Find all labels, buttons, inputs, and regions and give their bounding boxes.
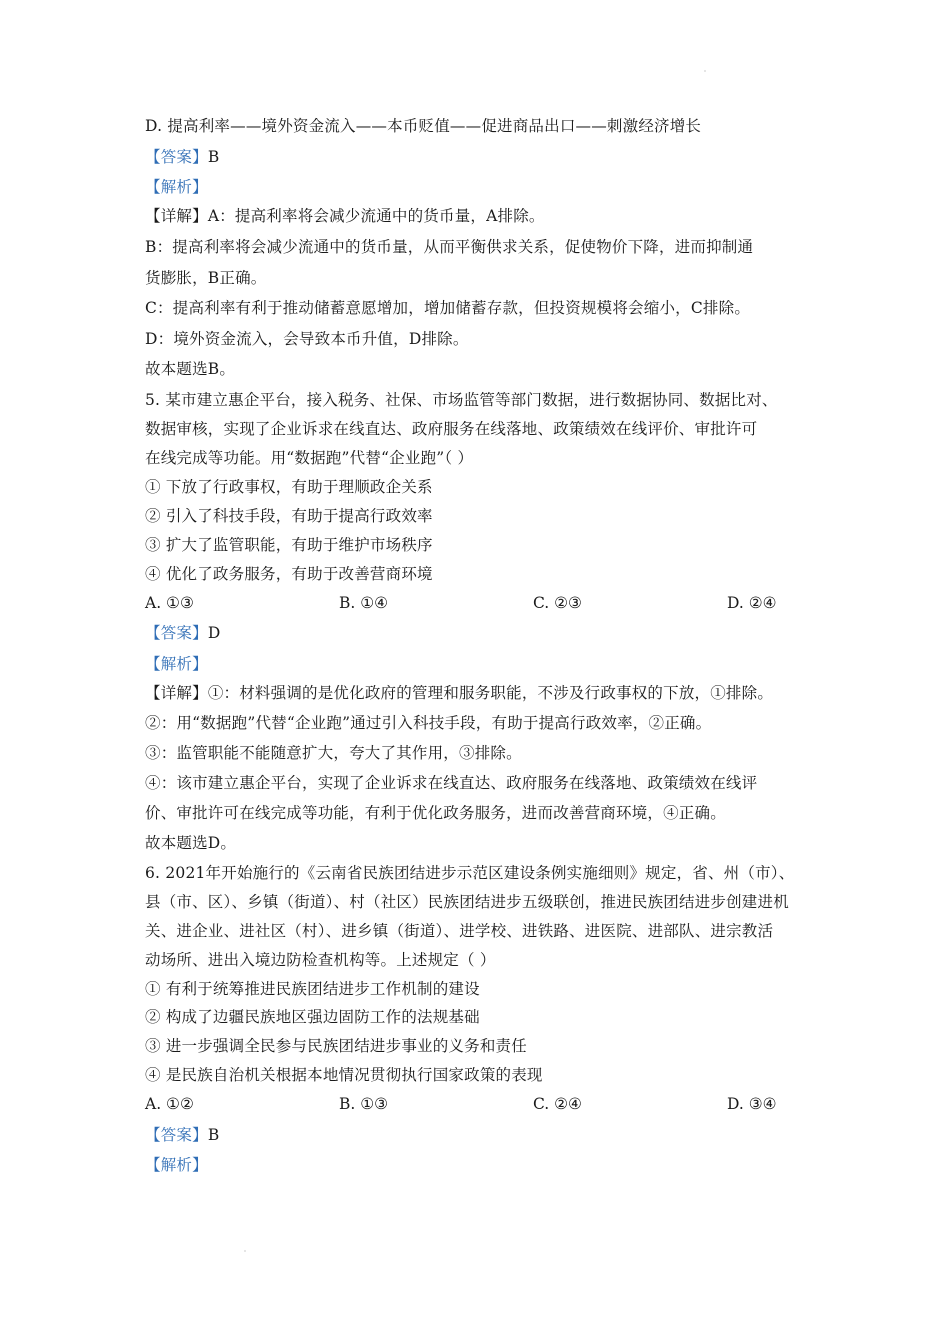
q5-answer [145, 623, 825, 643]
q4-detail-line [145, 206, 825, 226]
q6-answer [145, 1125, 825, 1145]
q6-option-a: A. ①② [145, 1095, 194, 1113]
q5-stem-line: 数据审核，实现了企业诉求在线直达、政府服务在线落地、政策绩效在线评价、审批许可 [145, 420, 758, 438]
q5-detail-line [145, 683, 825, 703]
q5-stem-line: 在线完成等功能。用“数据跑”代替“企业跑”（ ） [145, 449, 474, 467]
q5-analysis-tag [145, 654, 825, 674]
q6-statement: ④ 是民族自治机关根据本地情况贯彻执行国家政策的表现 [145, 1066, 543, 1084]
q6-statement: ① 有利于统筹推进民族团结进步工作机制的建设 [145, 980, 480, 998]
answer-value: D [207, 624, 221, 642]
q5-stem-line: 5. 某市建立惠企平台，接入税务、社保、市场监管等部门数据，进行数据协同、数据比对、 [145, 391, 778, 409]
q4-detail-line: 货膨胀，B正确。 [145, 269, 267, 287]
scan-speck [704, 70, 706, 72]
q6-stem-line: 动场所、进出入境边防检查机构等。上述规定（ ） [145, 951, 496, 969]
analysis-tag: 【解析】 [145, 1156, 208, 1174]
answer-tag: 【答案】 [145, 148, 208, 166]
detail-tag: 【详解】 [145, 684, 208, 702]
q6-analysis-tag [145, 1155, 825, 1175]
answer-value: B [207, 1126, 220, 1144]
q6-option-d: D. ③④ [727, 1095, 777, 1113]
scan-speck [244, 1250, 246, 1252]
q5-option-a: A. ①③ [145, 594, 194, 612]
detail-text: ①：材料强调的是优化政府的管理和服务职能，不涉及行政事权的下放，①排除。 [207, 684, 774, 702]
q6-options [145, 1094, 845, 1114]
analysis-tag: 【解析】 [145, 655, 208, 673]
q4-option-d: D. 提高利率——境外资金流入——本币贬值——促进商品出口——刺激经济增长 [145, 117, 702, 135]
q6-option-b: B. ①③ [339, 1095, 389, 1113]
q5-conclusion: 故本题选D。 [145, 834, 237, 852]
q5-detail-line: ③：监管职能不能随意扩大，夸大了其作用，③排除。 [145, 744, 522, 762]
q4-answer [145, 147, 825, 167]
q4-detail-line: D：境外资金流入，会导致本币升值，D排除。 [145, 330, 469, 348]
answer-tag: 【答案】 [145, 624, 208, 642]
q5-option-c: C. ②③ [533, 594, 582, 612]
q5-option-d: D. ②④ [727, 594, 777, 612]
q6-stem-line: 关、进企业、进社区（村）、进乡镇（街道）、进学校、进铁路、进医院、进部队、进宗教活 [145, 922, 774, 940]
q6-stem-line: 县（市、区）、乡镇（街道）、村（社区）民族团结进步五级联创，推进民族团结进步创建进机 [145, 893, 789, 911]
q5-statement: ② 引入了科技手段，有助于提高行政效率 [145, 507, 433, 525]
q5-statement: ① 下放了行政事权，有助于理顺政企关系 [145, 478, 433, 496]
analysis-tag: 【解析】 [145, 178, 208, 196]
q4-detail-line: C：提高利率有利于推动储蓄意愿增加，增加储蓄存款，但投资规模将会缩小，C排除。 [145, 299, 751, 317]
q6-stem-line: 6. 2021年开始施行的《云南省民族团结进步示范区建设条例实施细则》规定，省、州（市）、 [145, 864, 795, 882]
q4-detail-line: B：提高利率将会减少流通中的货币量，从而平衡供求关系，促使物价下降，进而抑制通 [145, 238, 754, 256]
answer-value: B [207, 148, 220, 166]
q5-detail-line: ④：该市建立惠企平台，实现了企业诉求在线直达、政府服务在线落地、政策绩效在线评 [145, 774, 758, 792]
q6-statement: ② 构成了边疆民族地区强边固防工作的法规基础 [145, 1008, 480, 1026]
q5-statement: ③ 扩大了监管职能，有助于维护市场秩序 [145, 536, 433, 554]
detail-text: A：提高利率将会减少流通中的货币量，A排除。 [207, 207, 545, 225]
q6-option-c: C. ②④ [533, 1095, 582, 1113]
q5-option-b: B. ①④ [339, 594, 389, 612]
q5-options [145, 593, 845, 613]
q5-statement: ④ 优化了政务服务，有助于改善营商环境 [145, 565, 433, 583]
q6-statement: ③ 进一步强调全民参与民族团结进步事业的义务和责任 [145, 1037, 527, 1055]
detail-tag: 【详解】 [145, 207, 208, 225]
q4-conclusion: 故本题选B。 [145, 360, 236, 378]
q5-detail-line: 价、审批许可在线完成等功能，有利于优化政务服务，进而改善营商环境，④正确。 [145, 804, 726, 822]
q4-analysis-tag [145, 177, 825, 197]
answer-tag: 【答案】 [145, 1126, 208, 1144]
q5-detail-line: ②：用“数据跑”代替“企业跑”通过引入科技手段，有助于提高行政效率，②正确。 [145, 714, 712, 732]
